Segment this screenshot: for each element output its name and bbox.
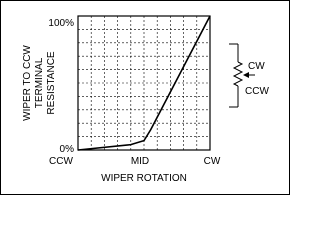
x-tick-label-mid: MID — [130, 156, 150, 167]
y-axis-label — [22, 45, 57, 121]
y-axis-label-line-3: RESISTANCE — [46, 51, 57, 115]
y-tick-label-min: 0% — [59, 144, 74, 155]
pot-resistor-zigzag — [234, 62, 242, 86]
x-tick-label-ccw: CCW — [49, 156, 73, 167]
wiper-arrow-icon — [243, 72, 249, 78]
potentiometer-symbol — [229, 44, 269, 107]
y-tick-label-max: 100% — [48, 18, 74, 29]
pot-cw-label: CW — [248, 61, 265, 72]
pot-ccw-label: CCW — [245, 86, 269, 97]
y-axis-label-line-2: TERMINAL — [34, 57, 45, 109]
x-tick-label-cw: CW — [203, 156, 221, 167]
plot-area — [78, 16, 210, 150]
y-axis-label-line-1: WIPER TO CCW — [22, 45, 33, 121]
x-axis-label: WIPER ROTATION — [101, 173, 187, 184]
